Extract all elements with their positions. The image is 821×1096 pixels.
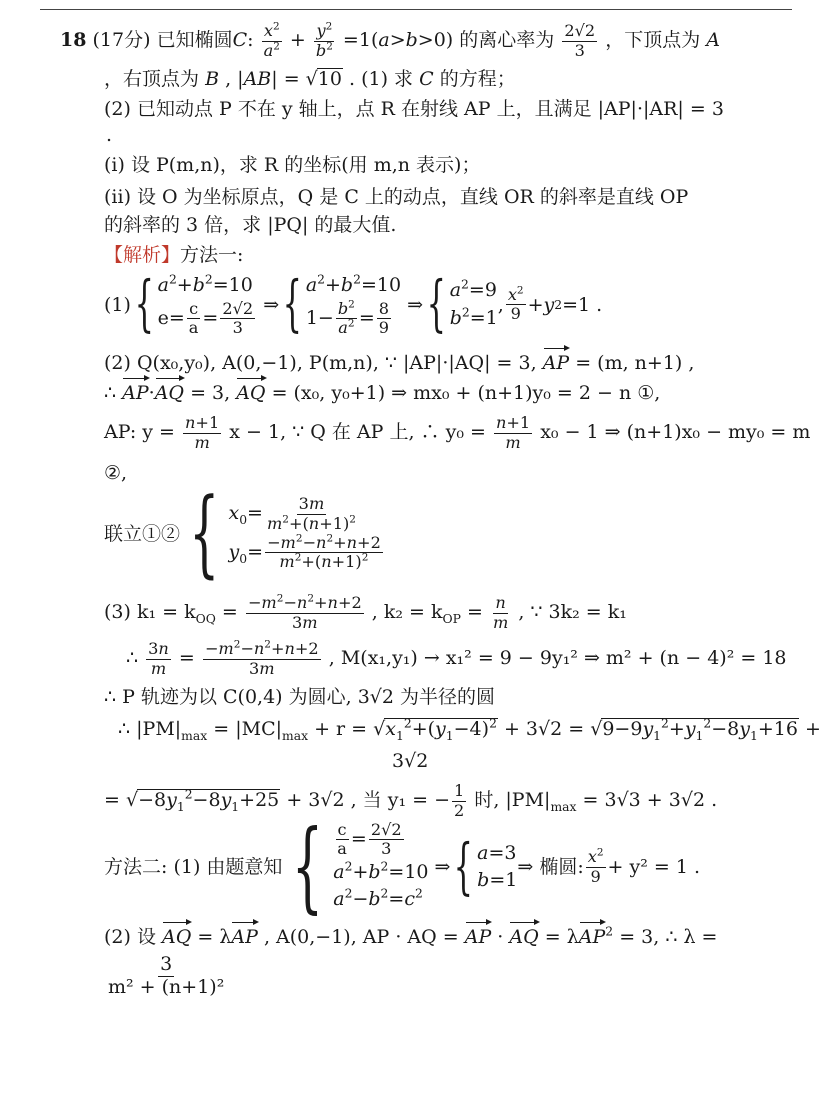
lianli-system: 联立①② { $x_0=$ $\frac{3m}{m^2+(n+1)^2}$ $y_0=$ $\frac{-m^2-n^2+n+2}{m^2+(n+1)^2}$ (104, 478, 381, 588)
part3-line-2: ∴ $\frac{3n}{m}$ = $\frac{-m^2-n^2+n+2}{3m}$ , M(x₁,y₁) → x₁² = 9 − 9y₁² ⇒ m² + (n − 4)² = 18 (126, 638, 787, 678)
solution-header: 【解析】方法一: (104, 244, 244, 266)
problem-number: 18 (60, 29, 87, 52)
pm-max-line: ∴ $|PM|_{max} = |MC|_{max} + r = √x_1^2+(y_1-4)^2 + 3√2 = √9-9y_1^2+y_1^2-8y_1+16$ + (118, 716, 821, 743)
method2-part2-line: (2) 设 AQ = λAP , A(0,−1), AP · AQ = AP · AQ = λAP$^2$ = 3, ∴ λ = (104, 924, 718, 948)
top-rule (40, 9, 792, 10)
part2-eq2: ②, (104, 462, 128, 484)
problem-points: (17分) (92, 29, 151, 52)
problem-line-3: (2) 已知动点 P 不在 y 轴上，点 R 在射线 AP 上，且满足 |AP|·|AR| = 3 (104, 98, 724, 120)
problem-line-5: (ii) 设 O 为坐标原点，Q 是 C 上的动点，直线 OR 的斜率是直线 OP (104, 186, 689, 208)
final-fraction: $\frac{3}{\text{m² + (n+1)²}}$ (108, 953, 225, 998)
problem-line-3-dot: . (106, 124, 113, 146)
problem-line-4: (i) 设 P(m,n)，求 R 的坐标(用 m,n 表示)； (104, 154, 481, 176)
part2-line-3: AP: y = $\frac{n+1}{m}$ x − 1, ∵ Q 在 AP 上, ∴ y₀ = $\frac{n+1}{m}$ x₀ − 1 ⇒ (n+1)x₀ − my₀ = m (104, 413, 811, 452)
part2-line-1: (2) Q(x₀,y₀), A(0,−1), P(m,n), ∵ |AP|·|AQ| = 3, AP = (m, n+1) , (104, 352, 695, 374)
method2-system: 方法二: (1) 由题意知 { $\frac{c}{a}$ = $\frac{2√2}{3}$ $a^2+b^2=10$ $a^2-b^2=c^2$ ⇒ { a=3 b=1 ⇒ 椭圆: $x^2$ 9 + y² = 1 . (104, 809, 700, 924)
problem-line-1: 18 (17分) 已知椭圆C: $\frac{x^2}{a^2}$ + $\frac{y^2}{b^2}$ =1(a>b>0) 的离心率为 $\frac{2√2}{3}$ ，下顶点为 A (60, 20, 720, 60)
result-line: = $√-8y_1^2-8y_1+25 + 3√2$ , 当 y₁ = − $\frac{1}{2}$ 时, $|PM|_{max} = 3√3 + 3√2$ . (104, 781, 718, 820)
trajectory-line: ∴ P 轨迹为以 C(0,4) 为圆心, 3√2 为半径的圆 (104, 686, 496, 708)
part2-line-2: ∴ AP·AQ = 3, AQ = (x₀, y₀+1) ⇒ mx₀ + (n+1)y₀ = 2 − n ①, (104, 382, 661, 404)
part1-system: (1) { $a^2+b^2=10$ e= $\frac{c}{a}$ = $\frac{2√2}{3}$ ⇒ { $a^2+b^2=10$ 1− $\frac{b^2}{a^2}$ = $\frac{8}{9}$ ⇒ { $a^2=9$ $b^2=1$ , $x^2$ 9 + y 2 =1 . (104, 269, 603, 340)
part3-line-1: (3) $k_1 = k_{OQ}$ = $\frac{-m^2-n^2+n+2}{3m}$ , $k_2 = k_{OP}$ = $\frac{n}{m}$ , ∵ 3k₂ = k₁ (104, 592, 627, 632)
problem-line-6: 的斜率的 3 倍，求 |PQ| 的最大值. (104, 214, 397, 236)
pm-max-tail: 3√2 (392, 750, 429, 772)
solution-tag: 【解析】 (104, 244, 181, 266)
problem-line-2: ，右顶点为 B , |AB| = √10 . (1) 求 C 的方程； (104, 68, 516, 90)
